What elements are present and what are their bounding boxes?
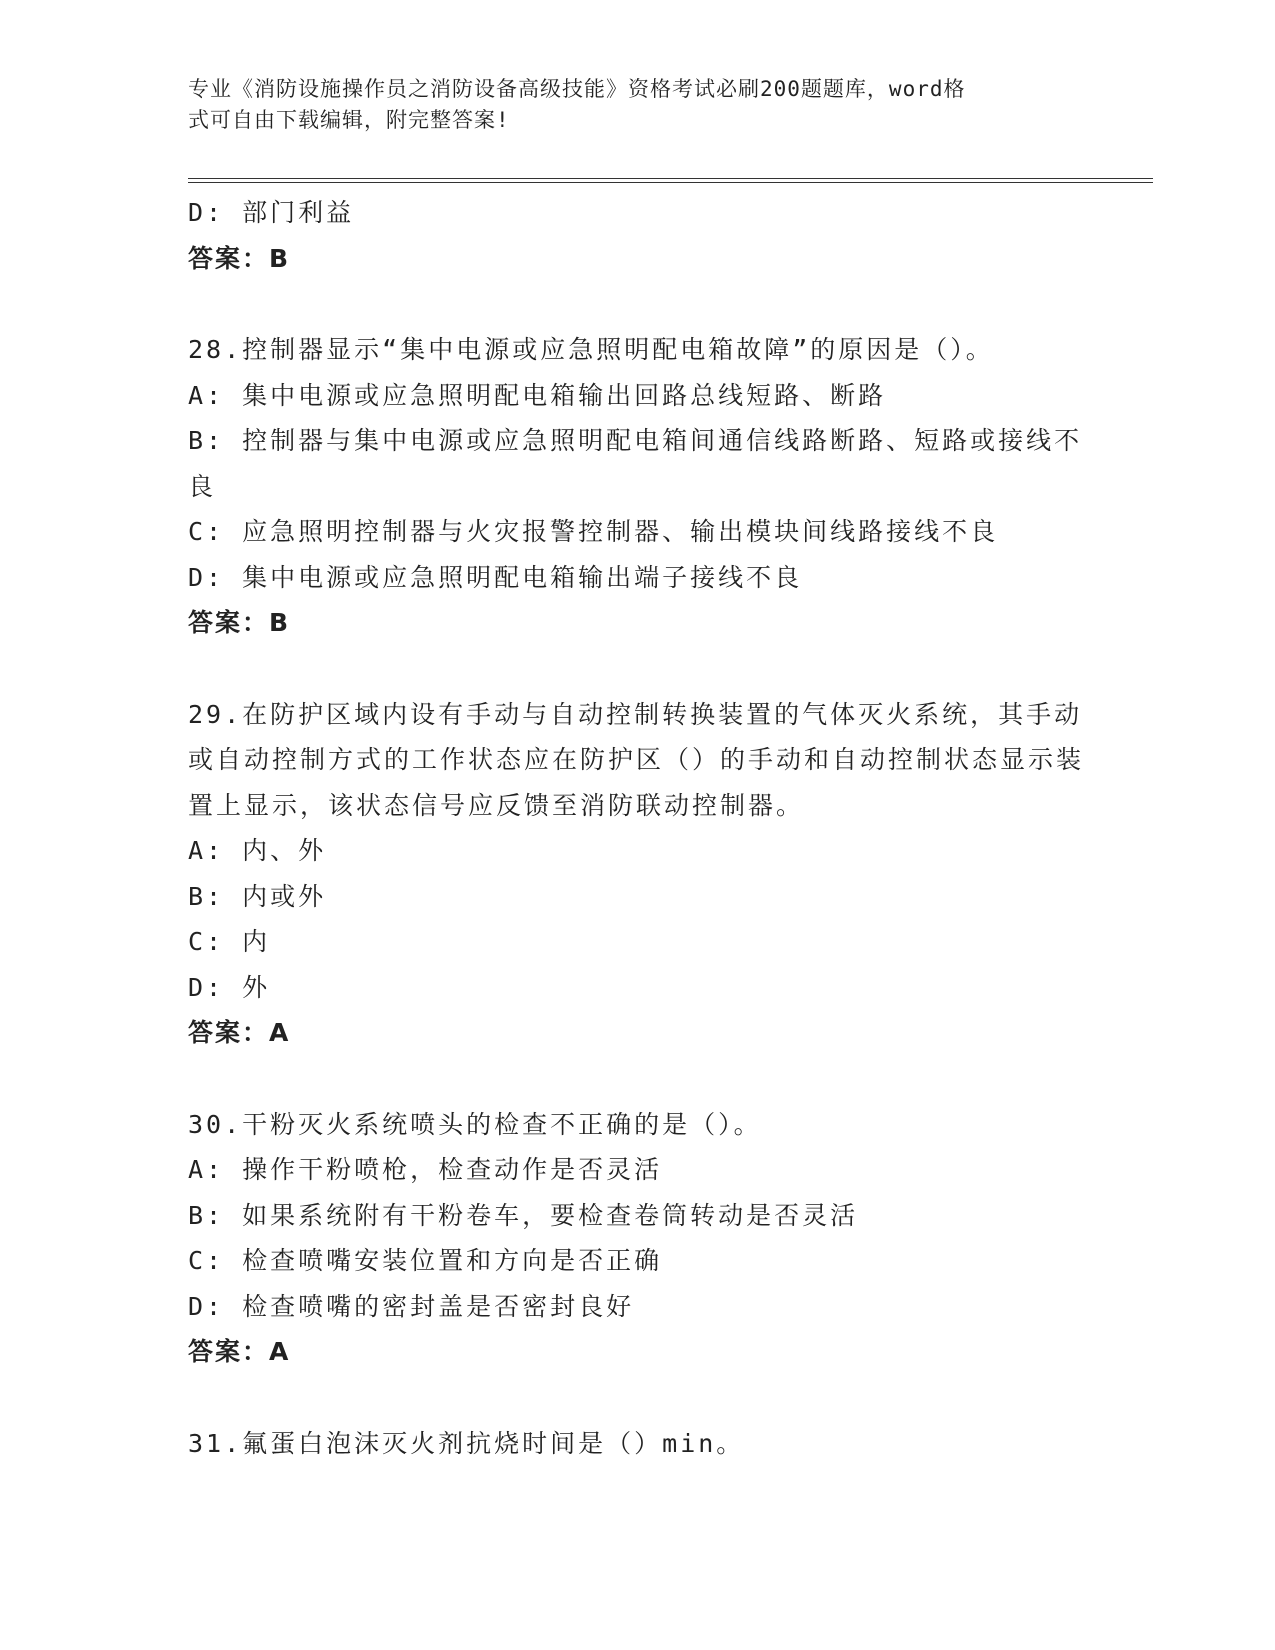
question-29-answer: 答案：A xyxy=(188,1018,291,1047)
header-line-1: 专业《消防设施操作员之消防设备高级技能》资格考试必刷200题题库，word格 xyxy=(188,77,966,101)
answer-label: 答案：B xyxy=(188,243,291,273)
question-29-option-a: A: 内、外 xyxy=(188,836,327,865)
question-28-option-d: D: 集中电源或应急照明配电箱输出端子接线不良 xyxy=(188,562,803,592)
question-30-option-b: B: 如果系统附有干粉卷车，要检查卷筒转动是否灵活 xyxy=(188,1200,859,1230)
question-30-option-a: A: 操作干粉喷枪，检查动作是否灵活 xyxy=(188,1155,663,1184)
header-line-2: 式可自由下载编辑，附完整答案! xyxy=(188,108,510,132)
spacer xyxy=(188,1056,1088,1102)
page-header xyxy=(188,74,1068,136)
spacer xyxy=(188,1375,1088,1421)
question-29-option-b: B: 内或外 xyxy=(188,881,327,911)
question-29-option-c: C: 内 xyxy=(188,927,271,956)
question-29-option-d: D: 外 xyxy=(188,972,271,1002)
header-divider-top xyxy=(188,178,1153,179)
question-28-option-a: A: 集中电源或应急照明配电箱输出回路总线短路、断路 xyxy=(188,380,887,410)
question-30-option-d: D: 检查喷嘴的密封盖是否密封良好 xyxy=(188,1291,635,1321)
question-30-stem: 30.干粉灭火系统喷头的检查不正确的是（）。 xyxy=(188,1109,762,1139)
spacer xyxy=(188,281,1088,327)
question-content xyxy=(188,190,1088,1466)
question-28-option-b: B: 控制器与集中电源或应急照明配电箱间通信线路断路、短路或接线不良 xyxy=(188,426,1083,501)
question-28-stem: 28.控制器显示“集中电源或应急照明配电箱故障”的原因是（）。 xyxy=(188,335,994,364)
option-d: D: 部门利益 xyxy=(188,198,355,227)
question-31-stem: 31.氟蛋白泡沫灭火剂抗烧时间是（）min。 xyxy=(188,1428,745,1458)
question-28-answer: 答案：B xyxy=(188,608,291,637)
question-30-option-c: C: 检查喷嘴安装位置和方向是否正确 xyxy=(188,1246,663,1275)
question-28-option-c: C: 应急照明控制器与火灾报警控制器、输出模块间线路接线不良 xyxy=(188,517,999,546)
header-divider-bottom xyxy=(188,182,1153,183)
question-29-stem: 29.在防护区域内设有手动与自动控制转换装置的气体灭火系统，其手动或自动控制方式的工作状态应在防护区（）的手动和自动控制状态显示装置上显示，该状态信号应反馈至消防联动控制器。 xyxy=(188,699,1085,820)
question-30-answer: 答案：A xyxy=(188,1337,291,1366)
spacer xyxy=(188,646,1088,692)
